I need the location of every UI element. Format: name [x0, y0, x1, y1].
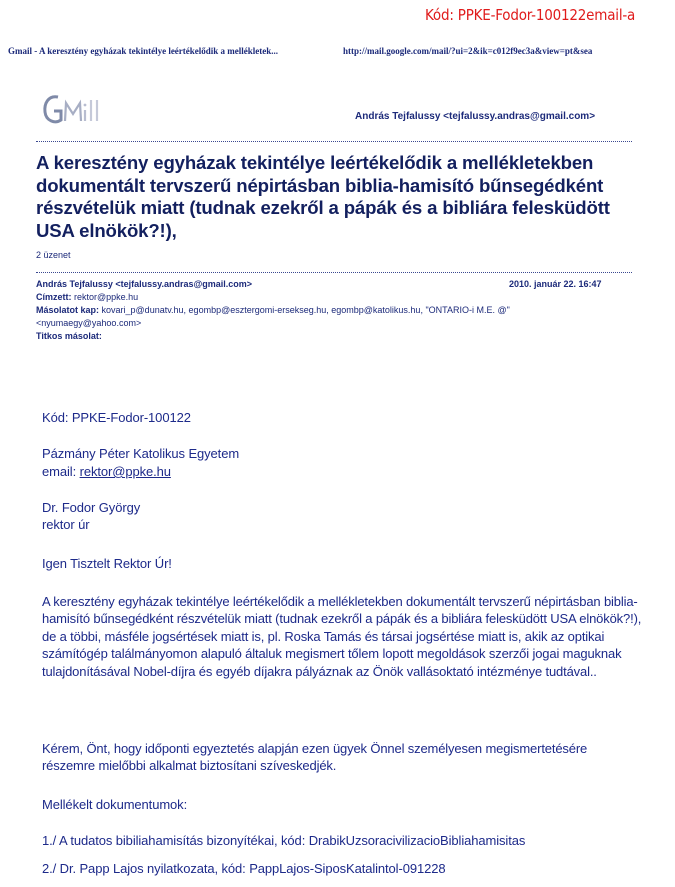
body-paragraph-1: A keresztény egyházak tekintélye leértékelődik a mellékletekben dokumentált tervszerű népirtásban biblia-hamisító bűnsegédként részvételük miatt (tudnak ezekről a pápák és a bibliára felesküdött USA elnökök?!), de a többi, másféle jogsértések miatt is, pl. Roska Tamás és társai jogsértése miatt is, akik az optikai számítógép találmányomon alapuló általuk megismert tőlem lopott megoldások szerzői jogai maguknak tulajdonításával Nobel-díjra és egyéb díjakra pályáznak az Önök vallásoktató intézménye tudtával.. — [42, 594, 642, 679]
gmail-logo — [42, 90, 112, 126]
to-line — [36, 292, 138, 302]
body-paragraph-2: Kérem, Önt, hogy időponti egyeztetés alapján ezen ügyek Önnel személyesen megismertetésére részemre mielőbbi alkalmat biztosítani szíveskedjék. — [42, 741, 588, 774]
message-sender: András Tejfalussy <tejfalussy.andras@gmail.com> — [36, 279, 253, 289]
account-address: András Tejfalussy <tejfalussy.andras@gmail.com> — [355, 111, 596, 122]
attachments-label: Mellékelt dokumentumok: — [42, 797, 188, 812]
recipient-name: Dr. Fodor György — [42, 500, 141, 515]
email-link[interactable]: rektor@ppke.hu — [79, 464, 171, 479]
print-header-url: http://mail.google.com/mail/?ui=2&ik=c012f9ec3a&view=pt&sea — [343, 46, 593, 56]
message-date: 2010. január 22. 16:47 — [509, 279, 602, 289]
cc-addresses: kovari_p@dunatv.hu, egombp@esztergomi-ersekseg.hu, egombp@katolikus.hu, "ONTARIO-i M.E. @" — [101, 305, 510, 315]
email-label: email: — [42, 464, 80, 479]
bcc-label: Titkos másolat: — [36, 331, 102, 341]
to-label: Címzett: — [36, 292, 72, 302]
institution-name: Pázmány Péter Katolikus Egyetem — [42, 446, 240, 461]
cc-line — [36, 305, 510, 315]
header-divider — [36, 141, 632, 142]
document-code-label: Kód: PPKE-Fodor-100122email-a — [425, 6, 636, 24]
print-header-title: Gmail - A keresztény egyházak tekintélye leértékelődik a mellékletek... — [8, 46, 279, 56]
email-subject: A keresztény egyházak tekintélye leértékelődik a mellékletekben dokumentált tervszerű népirtásban biblia-hamisító bűnsegédként részvételük miatt (tudnak ezekről a pápák és a bibliára felesküdött USA elnökök?!), — [36, 152, 610, 241]
recipient-title: rektor úr — [42, 517, 90, 532]
message-count: 2 üzenet — [36, 250, 71, 260]
attachment-item-1: 1./ A tudatos bibiliahamisítás bizonyítékai, kód: DrabikUzsoracivilizacioBibliahamisitas — [42, 833, 526, 848]
cc-label: Másolatot kap: — [36, 305, 100, 315]
email-line — [42, 464, 171, 479]
to-address: rektor@ppke.hu — [74, 292, 139, 302]
attachment-item-2: 2./ Dr. Papp Lajos nyilatkozata, kód: PappLajos-SiposKatalintol-091228 — [42, 861, 446, 876]
message-divider — [36, 272, 632, 273]
body-code: Kód: PPKE-Fodor-100122 — [42, 410, 191, 425]
cc-line-continued: <nyumaegy@yahoo.com> — [36, 318, 142, 328]
greeting: Igen Tisztelt Rektor Úr! — [42, 556, 172, 571]
